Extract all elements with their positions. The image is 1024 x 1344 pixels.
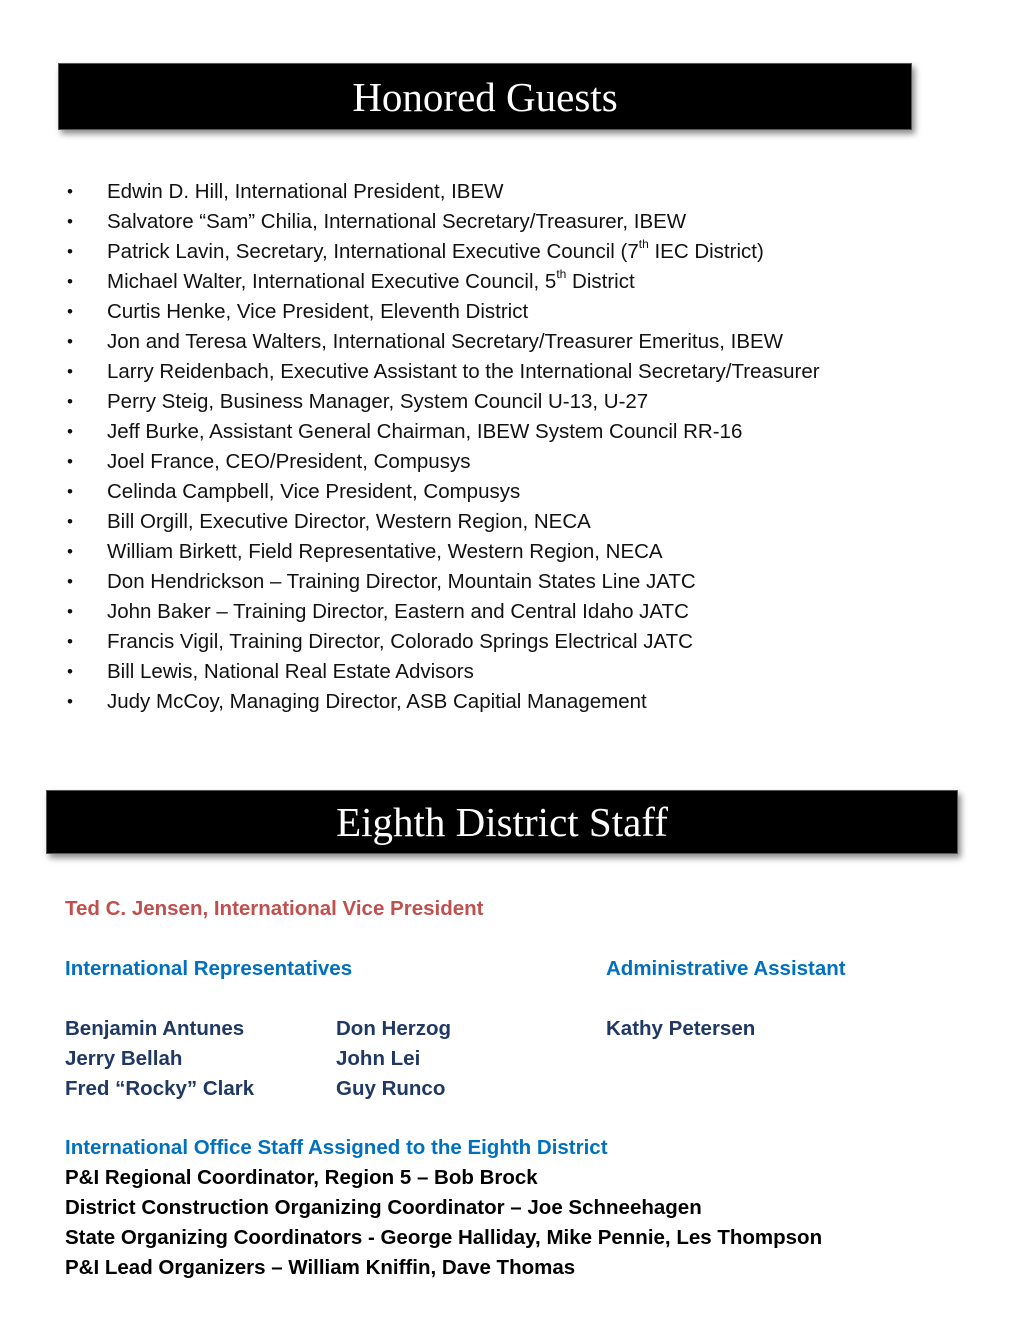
list-item	[0, 597, 1000, 627]
guest-text: Francis Vigil, Training Director, Colorado Springs Electrical JATC	[107, 630, 693, 653]
admin-assistant-heading: Administrative Assistant	[606, 957, 846, 980]
honored-guests-banner	[58, 63, 912, 130]
bullet-icon: •	[67, 332, 73, 351]
rep-name: Fred “Rocky” Clark	[65, 1077, 255, 1100]
guest-text: Perry Steig, Business Manager, System Council U-13, U-27	[107, 390, 649, 413]
admin-assistant-name: Kathy Petersen	[606, 1017, 756, 1040]
office-staff-line: P&I Regional Coordinator, Region 5 – Bob Brock	[65, 1166, 538, 1189]
office-staff-line: District Construction Organizing Coordinator – Joe Schneehagen	[65, 1196, 702, 1219]
guest-text: Bill Orgill, Executive Director, Western Region, NECA	[107, 510, 591, 533]
intl-reps-heading: International Representatives	[65, 957, 353, 980]
guest-text: Joel France, CEO/President, Compusys	[107, 450, 471, 473]
guest-text: Salvatore “Sam” Chilia, International Secretary/Treasurer, IBEW	[107, 210, 687, 233]
guest-text-part: Patrick Lavin, Secretary, International Executive Council (7	[107, 240, 639, 263]
guest-text	[107, 237, 764, 267]
list-item	[0, 507, 1000, 537]
list-item	[0, 477, 1000, 507]
honored-guests-title: Honored Guests	[352, 73, 618, 120]
office-staff-line: P&I Lead Organizers – William Kniffin, Dave Thomas	[65, 1256, 576, 1279]
guest-text: Edwin D. Hill, International President, IBEW	[107, 180, 504, 203]
bullet-icon: •	[67, 482, 73, 501]
ordinal-suffix: th	[638, 237, 649, 252]
bullet-icon: •	[67, 542, 73, 561]
list-item	[0, 387, 1000, 417]
bullet-icon: •	[67, 212, 73, 231]
rep-name: Guy Runco	[336, 1077, 446, 1100]
bullet-icon: •	[67, 512, 73, 531]
bullet-icon: •	[67, 632, 73, 651]
bullet-icon: •	[67, 272, 73, 291]
list-item	[0, 447, 1000, 477]
ordinal-suffix: th	[556, 267, 567, 282]
bullet-icon: •	[67, 692, 73, 711]
vice-president-line: Ted C. Jensen, International Vice President	[65, 897, 484, 920]
list-item	[0, 327, 1000, 357]
list-item	[0, 417, 1000, 447]
guest-text: Judy McCoy, Managing Director, ASB Capitial Management	[107, 690, 647, 713]
list-item	[0, 267, 1000, 297]
guest-text: John Baker – Training Director, Eastern and Central Idaho JATC	[107, 600, 689, 623]
office-staff-line: State Organizing Coordinators - George Halliday, Mike Pennie, Les Thompson	[65, 1226, 823, 1249]
rep-name: Benjamin Antunes	[65, 1017, 245, 1040]
guest-text: Jon and Teresa Walters, International Secretary/Treasurer Emeritus, IBEW	[107, 330, 784, 353]
guest-text: Jeff Burke, Assistant General Chairman, IBEW System Council RR-16	[107, 420, 743, 443]
list-item	[0, 357, 1000, 387]
guest-text: William Birkett, Field Representative, Western Region, NECA	[107, 540, 663, 563]
bullet-icon: •	[67, 602, 73, 621]
guest-text-part: District	[566, 270, 635, 293]
bullet-icon: •	[67, 302, 73, 321]
list-item	[0, 657, 1000, 687]
guest-text: Curtis Henke, Vice President, Eleventh District	[107, 300, 529, 323]
list-item	[0, 537, 1000, 567]
bullet-icon: •	[67, 392, 73, 411]
list-item	[0, 297, 1000, 327]
guest-text-part: IEC District)	[648, 240, 764, 263]
guest-text: Celinda Campbell, Vice President, Compusys	[107, 480, 521, 503]
bullet-icon: •	[67, 572, 73, 591]
list-item	[0, 627, 1000, 657]
guest-text	[107, 267, 635, 297]
district-staff-title: Eighth District Staff	[336, 799, 668, 845]
bullet-icon: •	[67, 422, 73, 441]
list-item	[0, 567, 1000, 597]
rep-name: Don Herzog	[336, 1017, 452, 1040]
guest-text: Larry Reidenbach, Executive Assistant to the International Secretary/Treasurer	[107, 360, 820, 383]
guest-text: Bill Lewis, National Real Estate Advisors	[107, 660, 474, 683]
district-staff-banner	[46, 790, 958, 854]
list-item	[0, 207, 1000, 237]
guest-text: Don Hendrickson – Training Director, Mountain States Line JATC	[107, 570, 696, 593]
list-item	[0, 237, 1000, 267]
guest-text-part: Michael Walter, International Executive Council, 5	[107, 270, 557, 293]
rep-name: John Lei	[336, 1047, 421, 1070]
bullet-icon: •	[67, 242, 73, 261]
list-item	[0, 687, 1000, 717]
office-staff-heading: International Office Staff Assigned to the Eighth District	[65, 1136, 608, 1159]
rep-name: Jerry Bellah	[65, 1047, 183, 1070]
bullet-icon: •	[67, 452, 73, 471]
bullet-icon: •	[67, 182, 73, 201]
guest-list	[0, 177, 1000, 717]
bullet-icon: •	[67, 362, 73, 381]
bullet-icon: •	[67, 662, 73, 681]
list-item	[0, 177, 1000, 207]
